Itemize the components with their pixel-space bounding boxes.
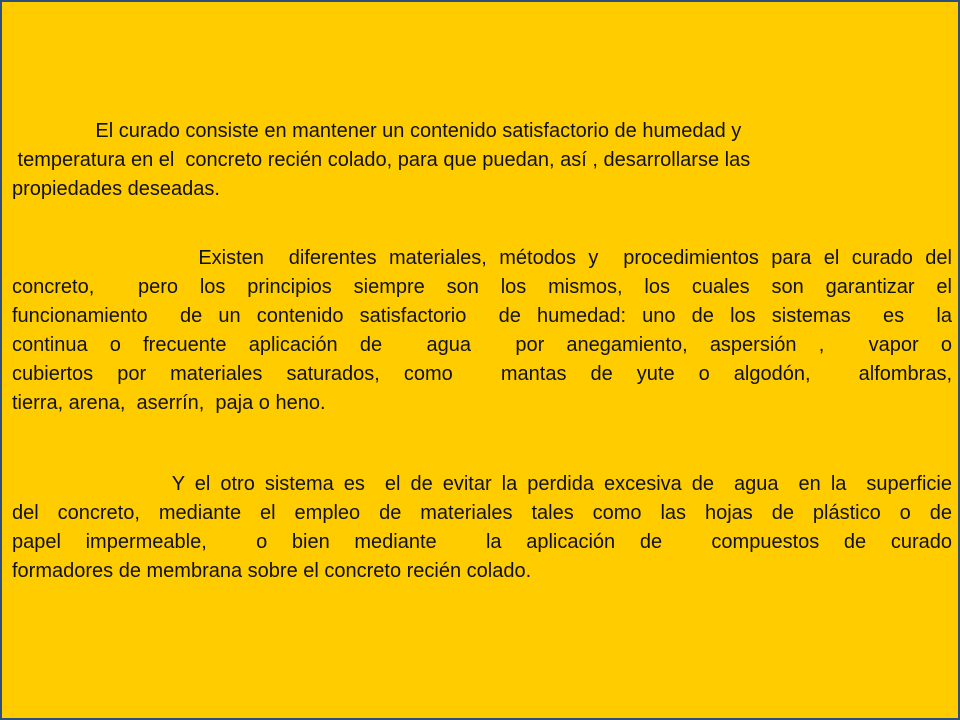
text-line: concreto, pero los principios siempre son los mismos, los cuales son garantizar el	[12, 276, 952, 298]
paragraph-otro-sistema	[12, 470, 952, 586]
text-line: formadores de membrana sobre el concreto recién colado.	[12, 560, 532, 582]
text-line: funcionamiento de un contenido satisfactorio de humedad: uno de los sistemas es la	[12, 305, 952, 327]
text-line: tierra, arena, aserrín, paja o heno.	[12, 392, 326, 414]
text-line: cubiertos por materiales saturados, como mantas de yute o algodón, alfombras,	[12, 363, 952, 385]
text-line: continua o frecuente aplicación de agua por anegamiento, aspersión , vapor o	[12, 334, 952, 356]
text-line: propiedades deseadas.	[12, 178, 220, 200]
paragraph-materiales-metodos	[12, 244, 952, 418]
text-line: El curado consiste en mantener un contenido satisfactorio de humedad y	[12, 120, 742, 142]
text-line: Y el otro sistema es el de evitar la perdida excesiva de agua en la superficie	[12, 473, 952, 495]
text-line: del concreto, mediante el empleo de materiales tales como las hojas de plástico o de	[12, 502, 952, 524]
paragraph-curado-definicion	[12, 117, 952, 204]
text-line: temperatura en el concreto recién colado, para que puedan, así , desarrollarse las	[12, 149, 751, 171]
text-line: papel impermeable, o bien mediante la aplicación de compuestos de curado	[12, 531, 952, 553]
text-line: Existen diferentes materiales, métodos y procedimientos para el curado del	[12, 247, 952, 269]
